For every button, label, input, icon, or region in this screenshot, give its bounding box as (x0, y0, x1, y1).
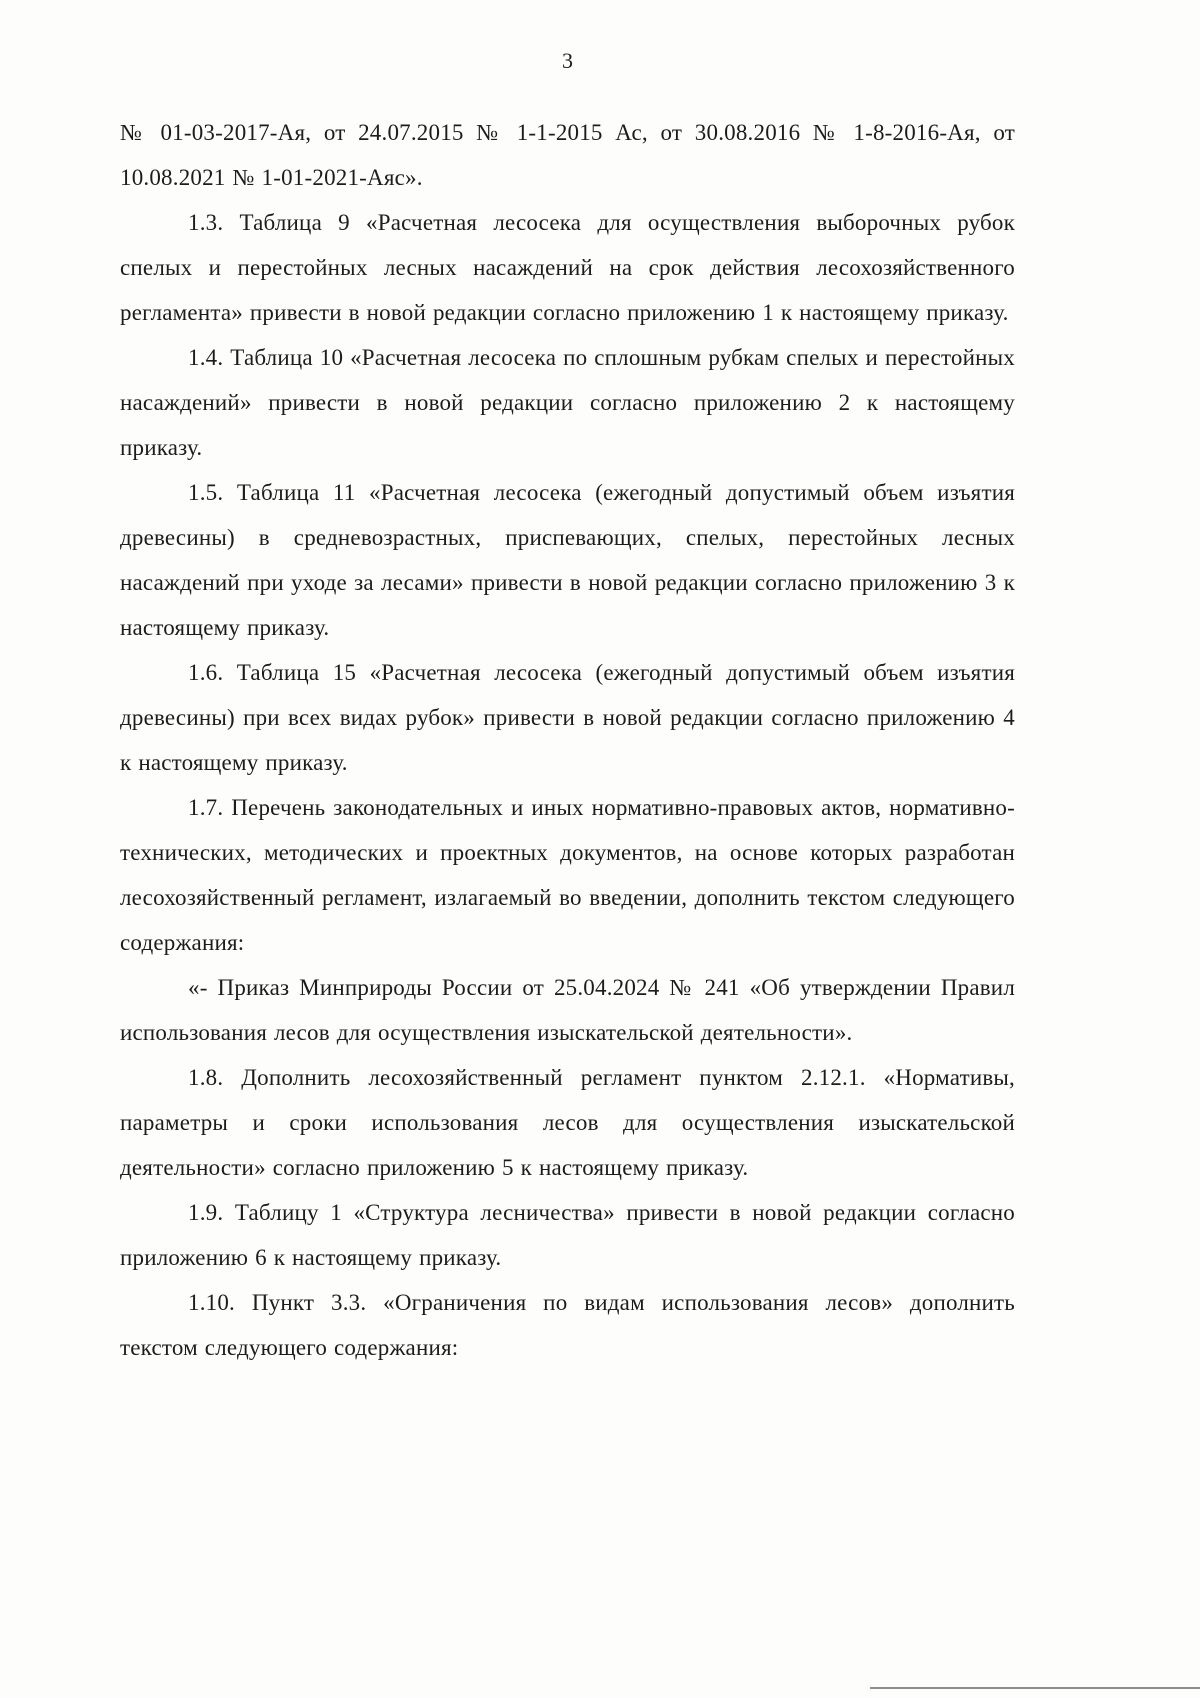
paragraph-1-8: 1.8. Дополнить лесохозяйственный регламент пунктом 2.12.1. «Нормативы, параметры и сроки использования лесов для осуществления изыскательской деятельности» согласно приложению 5 к настоящему приказу. (120, 1065, 1015, 1180)
page-number: 3 (562, 48, 573, 73)
paragraph-1-7: 1.7. Перечень законодательных и иных нормативно-правовых актов, нормативно-технических, методических и проектных документов, на основе которых разработан лесохозяйственный регламент, излагаемый во введении, дополнить текстом следующего содержания: (120, 795, 1015, 955)
scan-artifact-line (870, 1687, 1200, 1689)
paragraph-1-3: 1.3. Таблица 9 «Расчетная лесосека для осуществления выборочных рубок спелых и перестойных лесных насаждений на срок действия лесохозяйственного регламента» привести в новой редакции согласно приложению 1 к настоящему приказу. (120, 210, 1015, 325)
paragraph-1-10: 1.10. Пункт 3.3. «Ограничения по видам использования лесов» дополнить текстом следующего содержания: (120, 1290, 1015, 1360)
document-body (120, 110, 1015, 1370)
paragraph-continuation: № 01-03-2017-Ая, от 24.07.2015 № 1-1-2015 Ас, от 30.08.2016 № 1-8-2016-Ая, от 10.08.2021 № 1-01-2021-Аяс». (120, 120, 1015, 190)
paragraph-1-6: 1.6. Таблица 15 «Расчетная лесосека (ежегодный допустимый объем изъятия древесины) при всех видах рубок» привести в новой редакции согласно приложению 4 к настоящему приказу. (120, 660, 1015, 775)
paragraph-1-5: 1.5. Таблица 11 «Расчетная лесосека (ежегодный допустимый объем изъятия древесины) в средневозрастных, приспевающих, спелых, перестойных лесных насаждений при уходе за лесами» привести в новой редакции согласно приложению 3 к настоящему приказу. (120, 480, 1015, 640)
paragraph-1-9: 1.9. Таблицу 1 «Структура лесничества» привести в новой редакции согласно приложению 6 к настоящему приказу. (120, 1200, 1015, 1270)
paragraph-1-4: 1.4. Таблица 10 «Расчетная лесосека по сплошным рубкам спелых и перестойных насаждений» привести в новой редакции согласно приложению 2 к настоящему приказу. (120, 345, 1015, 460)
paragraph-order-quote: «- Приказ Минприроды России от 25.04.2024 № 241 «Об утверждении Правил использования лесов для осуществления изыскательской деятельности». (120, 975, 1015, 1045)
